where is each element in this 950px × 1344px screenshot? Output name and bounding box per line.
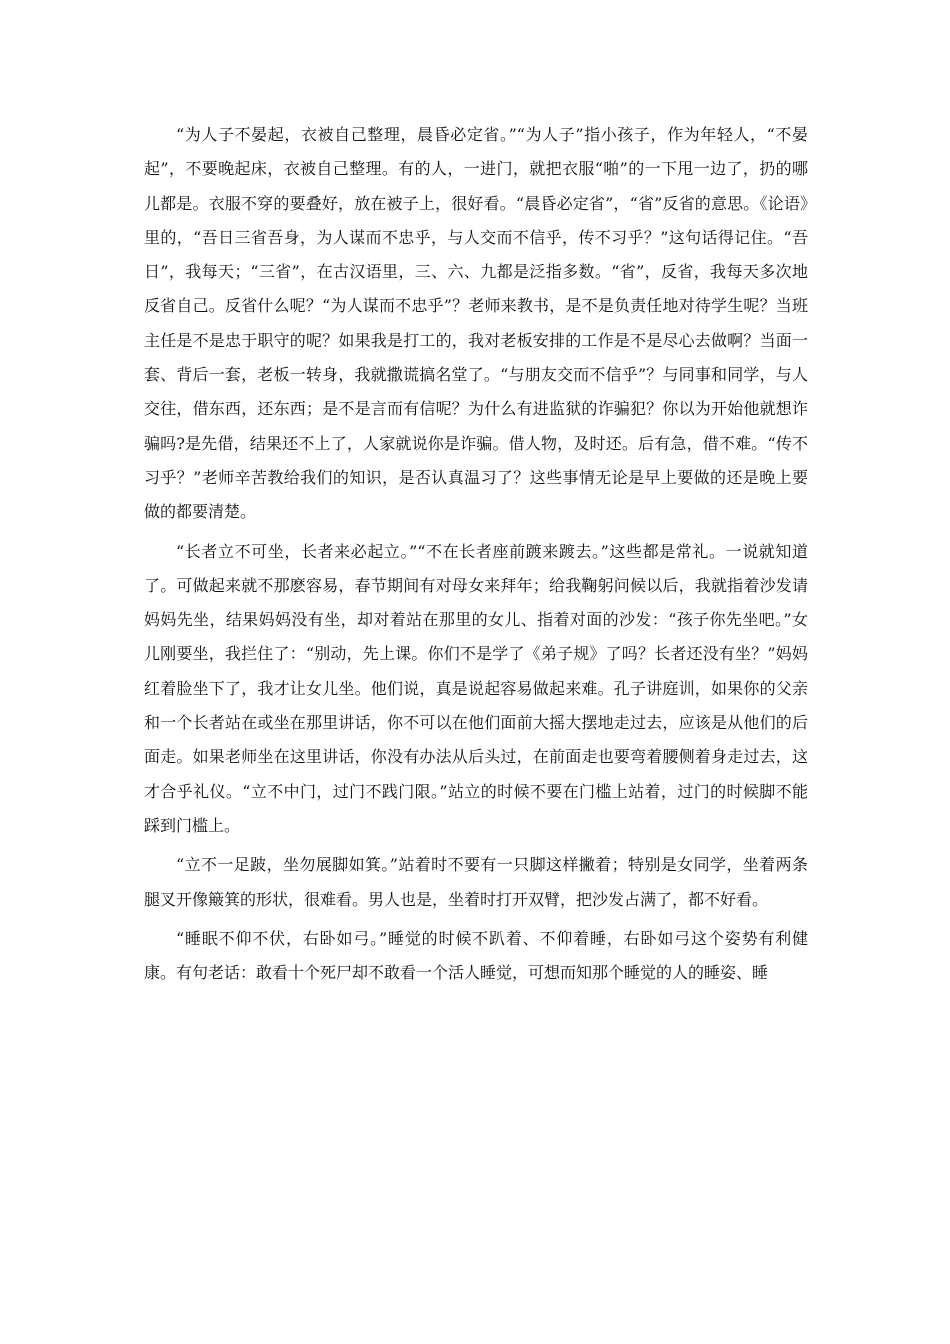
paragraph-1: “为人子不晏起，衣被自己整理，晨昏必定省。”“为人子”指小孩子，作为年轻人，“不晏起”，不要晚起床，衣被自己整理。有的人，一进门，就把衣服“啪”的一下甩一边了，扔的哪儿都是。衣服不穿的要叠好，放在被子上，很好看。“晨昏必定省”，“省”反省的意思。《论语》里的，“吾日三省吾身，为人谋而不忠乎，与人交而不信乎，传不习乎？”这句话得记住。“吾日”，我每天；“三省”，在古汉语里，三、六、九都是泛指多数。“省”，反省，我每天多次地反省自己。反省什么呢？“为人谋而不忠乎”？老师来教书，是不是负责任地对待学生呢？当班主任是不是忠于职守的呢？如果我是打工的，我对老板安排的工作是不是尽心去做啊？当面一套、背后一套，老板一转身，我就撒谎搞名堂了。“与朋友交而不信乎”？与同事和同学，与人交往，借东西，还东西；是不是言而有信呢？为什么有进监狱的诈骗犯？你以为开始他就想诈骗吗?是先借，结果还不上了，人家就说你是诈骗。借人物，及时还。后有急，借不难。“传不习乎？”老师辛苦教给我们的知识，是否认真温习了？这些事情无论是早上要做的还是晚上要做的都要清楚。: [144, 125, 808, 522]
paragraph-4: “睡眠不仰不伏，右卧如弓。”睡觉的时候不趴着、不仰着睡，右卧如弓这个姿势有利健康。有句老话：敢看十个死尸却不敢看一个活人睡觉，可想而知那个睡觉的人的睡姿、睡: [144, 928, 808, 983]
paragraph-3: “立不一足跛，坐勿展脚如箕。”站着时不要有一只脚这样撇着；特别是女同学，坐着两条腿叉开像簸箕的形状，很难看。男人也是，坐着时打开双臂，把沙发占满了，都不好看。: [144, 855, 808, 909]
paragraph-2: “长者立不可坐，长者来必起立。”“不在长者座前踱来踱去。”这些都是常礼。一说就知道了。可做起来就不那麽容易，春节期间有对母女来拜年；给我鞠躬问候以后，我就指着沙发请妈妈先坐，结果妈妈没有坐，却对着站在那里的女儿、指着对面的沙发：“孩子你先坐吧。”女儿刚要坐，我拦住了：“别动，先上课。你们不是学了《弟子规》了吗？长者还没有坐？”妈妈红着脸坐下了，我才让女儿坐。他们说，真是说起容易做起来难。孔子讲庭训，如果你的父亲和一个长者站在或坐在那里讲话，你不可以在他们面前大摇大摆地走过去，应该是从他们的后面走。如果老师坐在这里讲话，你没有办法从后头过，在前面走也要弯着腰侧着身走过去，这才合乎礼仪。“立不中门，过门不践门限。”站立的时候不要在门槛上站着，过门的时候脚不能踩到门槛上。: [144, 541, 808, 835]
document-page: [144, 118, 808, 995]
